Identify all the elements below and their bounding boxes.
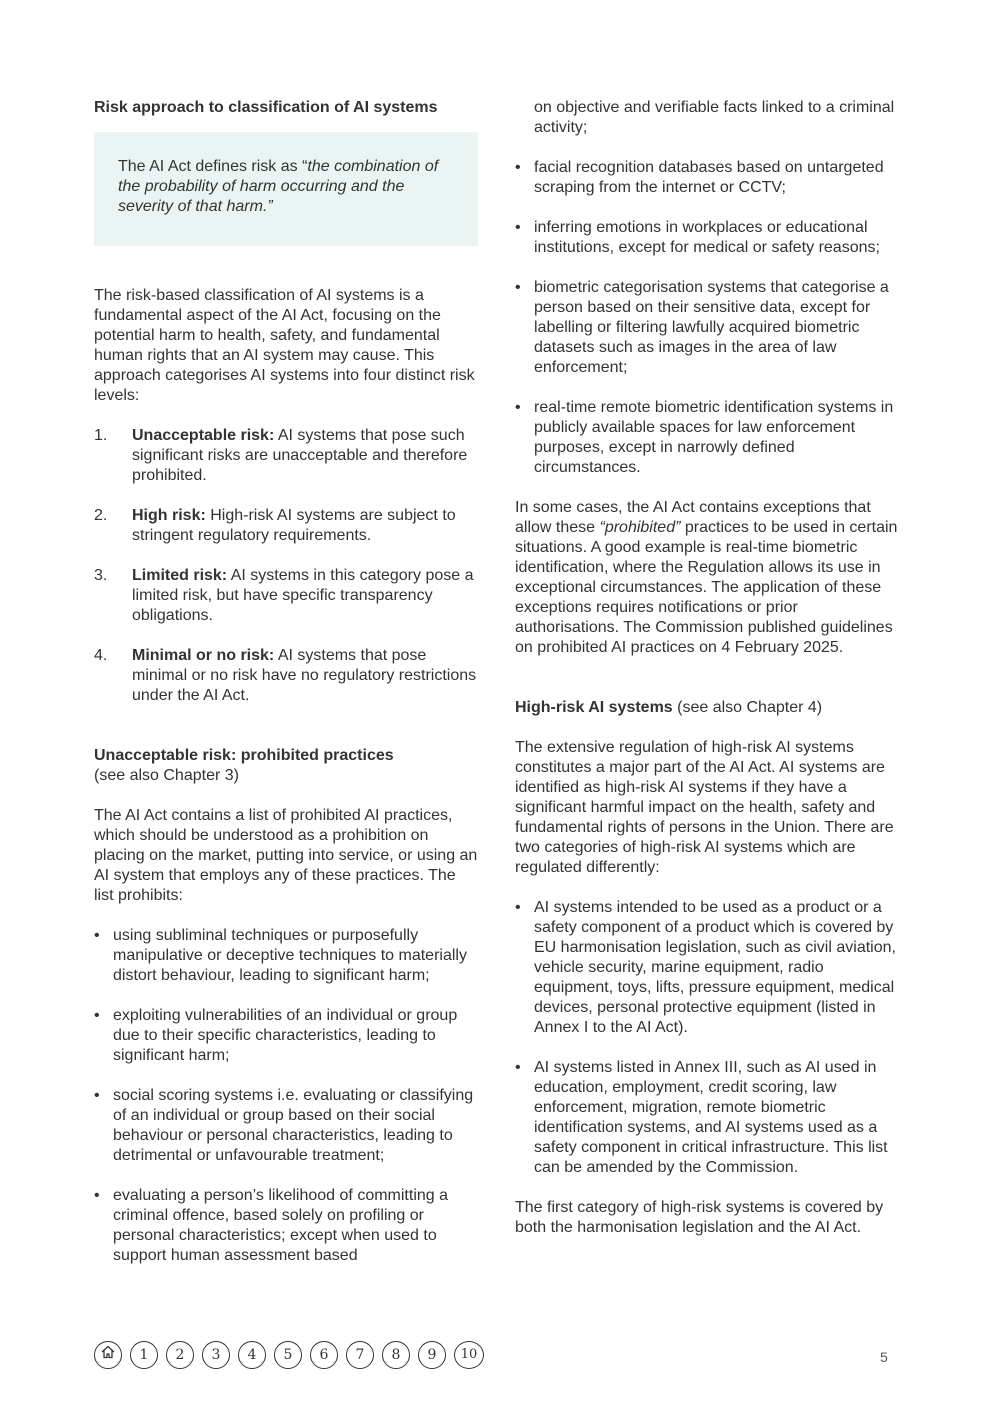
list-item-text: AI systems that pose minimal or no risk have no regulatory restrictions under the AI Act.	[132, 647, 477, 704]
chapter-6-button[interactable]: 6	[310, 1341, 338, 1369]
section-heading-high-risk	[515, 698, 902, 718]
bullet: •	[94, 927, 100, 944]
chapter-7-button[interactable]: 7	[346, 1341, 374, 1369]
list-item-text: exploiting vulnerabilities of an individual or group due to their specific characteristics, leading to significant harm;	[113, 1007, 458, 1064]
list-item-text: inferring emotions in workplaces or educational institutions, except for medical or safety reasons;	[534, 219, 880, 256]
intro-paragraph: The risk-based classification of AI systems is a fundamental aspect of the AI Act, focusing on the potential harm to health, safety, and fundamental human rights that an AI system may cause. This approach categorises AI systems into four distinct risk levels:	[94, 287, 475, 404]
chapter-10-button[interactable]: 10	[454, 1341, 484, 1369]
exceptions-text-emphasis: “prohibited”	[599, 519, 681, 536]
left-column	[94, 98, 478, 1266]
list-item-title: Minimal or no risk:	[132, 647, 275, 664]
list-item	[515, 1058, 902, 1178]
prohibited-intro-paragraph: The AI Act contains a list of prohibited AI practices, which should be understood as a prohibition on placing on the market, putting into service, or using an AI system that employs any of these practices. The list prohibits:	[94, 807, 478, 904]
exceptions-text-pre: In some cases, the AI Act contains exceptions that allow these	[515, 499, 871, 536]
chapter-5-button[interactable]: 5	[274, 1341, 302, 1369]
right-column	[515, 98, 902, 1238]
home-icon	[100, 1344, 116, 1366]
section-heading-high-risk-title: High-risk AI systems	[515, 699, 673, 716]
list-item-text: evaluating a person’s likelihood of committing a criminal offence, based solely on profiling or personal characteristics; except when used to support human assessment based	[113, 1187, 449, 1264]
list-item	[515, 398, 902, 478]
bullet: •	[94, 1087, 100, 1104]
list-item-title: Unacceptable risk:	[132, 427, 275, 444]
chapter-9-button[interactable]: 9	[418, 1341, 446, 1369]
list-item	[515, 218, 902, 258]
list-item	[94, 926, 478, 986]
list-item-text: AI systems in this category pose a limited risk, but have specific transparency obligations.	[132, 567, 474, 624]
section-heading-high-risk-subtitle: (see also Chapter 4)	[672, 699, 823, 716]
high-risk-intro-paragraph: The extensive regulation of high-risk AI systems constitutes a major part of the AI Act. AI systems are identified as high-risk AI systems if they have a significant harmful impact on the health, safety and fundamental rights of persons in the Union. There are two categories of high-risk AI systems which are regulated differently:	[515, 739, 894, 876]
bullet: •	[94, 1187, 100, 1204]
section-heading-prohibited: Unacceptable risk: prohibited practices	[94, 747, 394, 764]
exceptions-text-post: practices to be used in certain situations. A good example is real-time biometric identification, where the Regulation allows its use in exceptional circumstances. The application of these exceptions requires notifications or prior authorisations. The Commission published guidelines on prohibited AI practices on 4 February 2025.	[515, 519, 898, 656]
list-item-text: High-risk AI systems are subject to stringent regulatory requirements.	[132, 507, 456, 544]
exceptions-paragraph	[515, 498, 902, 658]
list-item-text: facial recognition databases based on untargeted scraping from the internet or CCTV;	[534, 159, 884, 196]
chapter-3-button[interactable]: 3	[202, 1341, 230, 1369]
list-number: 4.	[94, 647, 108, 664]
list-item-title: Limited risk:	[132, 567, 228, 584]
list-item	[94, 1006, 478, 1066]
bullet: •	[94, 1007, 100, 1024]
bullet: •	[515, 899, 521, 916]
bullet: •	[515, 159, 521, 176]
list-item-title: High risk:	[132, 507, 206, 524]
callout-pre: The AI Act defines risk as “	[118, 158, 308, 175]
bullet: •	[515, 279, 521, 296]
bullet: •	[515, 399, 521, 416]
list-item-text: AI systems intended to be used as a product or a safety component of a product which is covered by EU harmonisation legislation, such as civil aviation, vehicle security, marine equipment, radio equipment, toys, lifts, pressure equipment, medical devices, personal protective equipment (listed in Annex I to the AI Act).	[534, 899, 896, 1036]
risk-levels-list	[94, 426, 478, 706]
callout-text	[118, 157, 454, 217]
list-number: 2.	[94, 507, 108, 524]
definition-callout	[94, 132, 478, 246]
home-button[interactable]	[94, 1341, 122, 1369]
prohibited-practices-list-continued	[515, 158, 902, 478]
list-item	[94, 1186, 478, 1266]
list-item	[94, 646, 478, 706]
list-item-text: using subliminal techniques or purposefully manipulative or deceptive techniques to materially distort behaviour, leading to significant harm;	[113, 927, 467, 984]
chapter-2-button[interactable]: 2	[166, 1341, 194, 1369]
list-item	[94, 1086, 478, 1166]
section-heading-risk-approach: Risk approach to classification of AI systems	[94, 99, 438, 116]
chapter-4-button[interactable]: 4	[238, 1341, 266, 1369]
list-item	[94, 426, 478, 486]
list-item-text: AI systems listed in Annex III, such as AI used in education, employment, credit scoring, law enforcement, migration, remote biometric identification systems, and AI systems used as a safety component in critical infrastructure. This list can be amended by the Commission.	[534, 1059, 888, 1176]
list-number: 1.	[94, 427, 108, 444]
list-item	[515, 278, 902, 378]
list-number: 3.	[94, 567, 108, 584]
bullet: •	[515, 1059, 521, 1076]
list-item	[94, 566, 478, 626]
list-item	[515, 898, 902, 1038]
chapter-navigation	[94, 1341, 484, 1371]
closing-paragraph: The first category of high-risk systems is covered by both the harmonisation legislation and the AI Act.	[515, 1199, 884, 1236]
list-item-text: social scoring systems i.e. evaluating or classifying of an individual or group based on their social behaviour or personal characteristics, leading to detrimental or unfavourable treatment;	[113, 1087, 474, 1164]
chapter-1-button[interactable]: 1	[130, 1341, 158, 1369]
list-item	[94, 506, 478, 546]
page-number: 5	[880, 1349, 888, 1365]
list-item-text: real-time remote biometric identification systems in publicly available spaces for law enforcement purposes, except in narrowly defined circumstances.	[534, 399, 894, 476]
bullet: •	[515, 219, 521, 236]
list-item-text: AI systems that pose such significant risks are unacceptable and therefore prohibited.	[132, 427, 468, 484]
high-risk-categories-list	[515, 898, 902, 1178]
section-heading-subtitle: (see also Chapter 3)	[94, 767, 239, 784]
prohibited-practices-list	[94, 926, 478, 1266]
list-item-continuation: on objective and verifiable facts linked to a criminal activity;	[534, 99, 895, 136]
list-item-text: biometric categorisation systems that categorise a person based on their sensitive data, except for labelling or filtering lawfully acquired biometric datasets such as images in the area of law enforcement;	[534, 279, 889, 376]
chapter-8-button[interactable]: 8	[382, 1341, 410, 1369]
list-item	[515, 158, 902, 198]
callout-quote: the combination of the probability of harm occurring and the severity of that harm.”	[118, 158, 439, 215]
